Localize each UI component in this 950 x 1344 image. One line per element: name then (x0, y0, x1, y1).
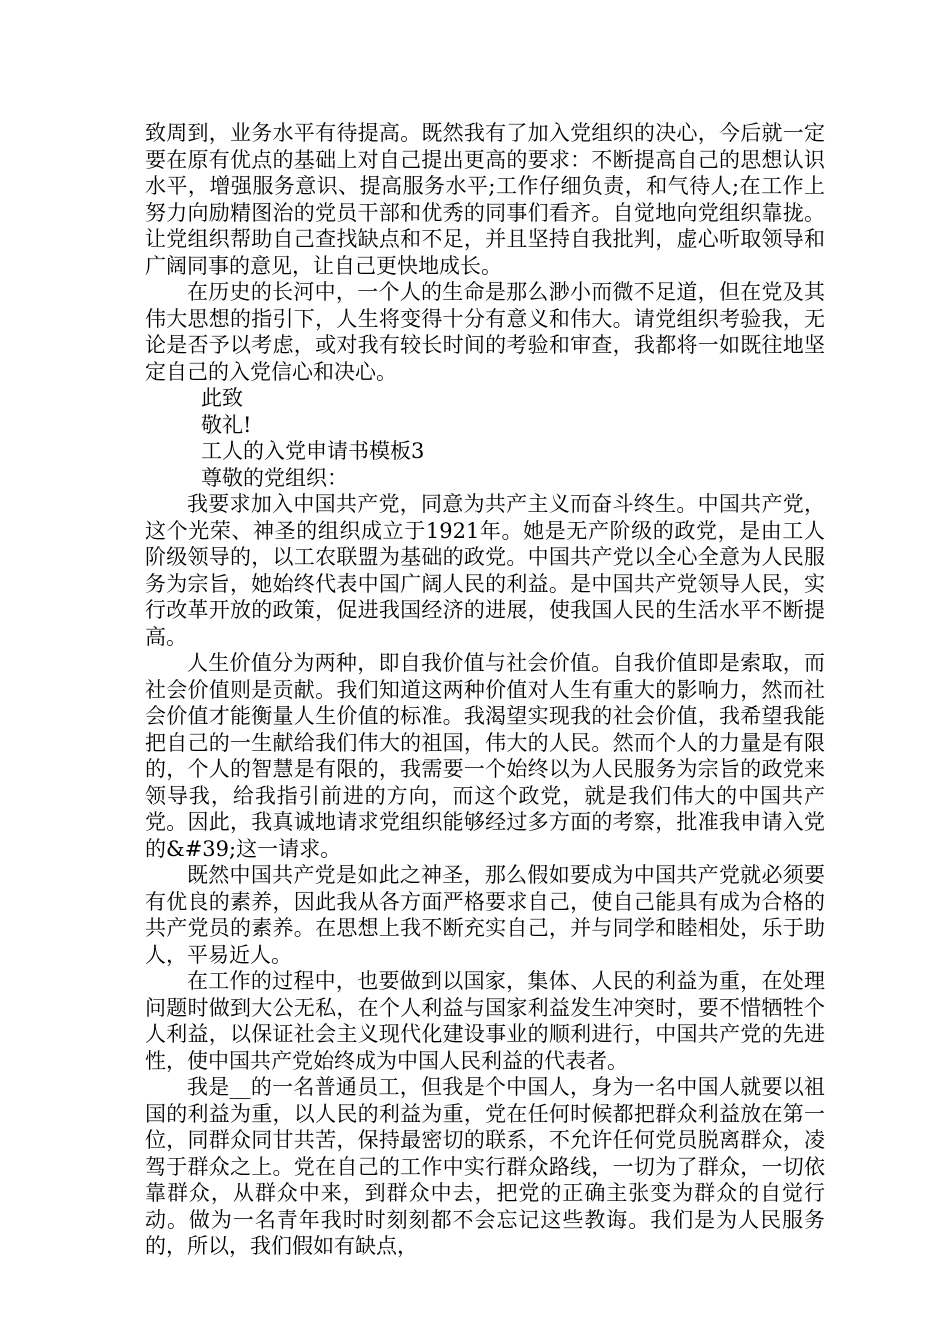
greeting: 尊敬的党组织： (201, 465, 348, 490)
paragraph-continuation: 致周到，业务水平有待提高。既然我有了加入党组织的决心，今后就一定要在原有优点的基础上对自己提出更高的要求：不断提高自己的思想认识水平，增强服务意识、提高服务水平;工作仔细负责，和气待人;在工作上努力向励精图治的党员干部和优秀的同事们看齐。自觉地向党组织靠拢。让党组织帮助自己查找缺点和不足，并且坚持自我批判，虚心听取领导和广阔同事的意见，让自己更快地成长。 (145, 121, 825, 278)
paragraph-work-process: 在工作的过程中，也要做到以国家，集体、人民的利益为重，在处理问题时做到大公无私，在个人利益与国家利益发生冲突时，要不惜牺牲个人利益，以保证社会主义现代化建设事业的顺利进行，中国共产党的先进性，使中国共产党始终成为中国人民利益的代表者。 (145, 969, 825, 1073)
paragraph-life-value: 人生价值分为两种，即自我价值与社会价值。自我价值即是索取，而社会价值则是贡献。我们知道这两种价值对人生有重大的影响力，然而社会价值才能衡量人生价值的标准。我渴望实现我的社会价值，我希望我能把自己的一生献给我们伟大的祖国，伟大的人民。然而个人的力量是有限的，个人的智慧是有限的，我需要一个始终以为人民服务为宗旨的政党来领导我，给我指引前进的方向，而这个政党，就是我们伟大的中国共产党。因此，我真诚地请求党组织能够经过多方面的考察，批准我申请入党的&#39;这一请求。 (145, 651, 825, 861)
paragraph-qualities: 既然中国共产党是如此之神圣，那么假如要成为中国共产党就必须要有优良的素养，因此我从各方面严格要求自己，使自己能具有成为合格的共产党员的素养。在思想上我不断充实自己，并与同学和睦相处，乐于助人，平易近人。 (145, 863, 825, 967)
document-body (145, 120, 825, 1260)
section-title: 工人的入党申请书模板3 (201, 439, 425, 463)
paragraph-ordinary-employee: 我是__的一名普通员工，但我是个中国人，身为一名中国人就要以祖国的利益为重，以人民的利益为重，党在任何时候都把群众利益放在第一位，同群众同甘共苦，保持最密切的联系，不允许任何党员脱离群众，凌驾于群众之上。党在自己的工作中实行群众路线，一切为了群众，一切依靠群众，从群众中来，到群众中去，把党的正确主张变为群众的自觉行动。做为一名青年我时时刻刻都不会忘记这些教诲。我们是为人民服务的，所以，我们假如有缺点， (145, 1075, 825, 1258)
paragraph-history: 在历史的长河中，一个人的生命是那么渺小而微不足道，但在党及其伟大思想的指引下，人生将变得十分有意义和伟大。请党组织考验我，无论是否予以考虑，或对我有较长时间的考验和审查，我都将一如既往地坚定自己的入党信心和决心。 (145, 280, 825, 384)
closing-salutation: 此致 (201, 386, 243, 410)
closing-regards: 敬礼! (201, 412, 252, 437)
paragraph-join-request: 我要求加入中国共产党，同意为共产主义而奋斗终生。中国共产党，这个光荣、神圣的组织成立于1921年。她是无产阶级的政党，是由工人阶级领导的，以工农联盟为基础的政党。中国共产党以全心全意为人民服务为宗旨，她始终代表中国广阔人民的利益。是中国共产党领导人民，实行改革开放的政策，促进我国经济的进展，使我国人民的生活水平不断提高。 (145, 492, 825, 649)
